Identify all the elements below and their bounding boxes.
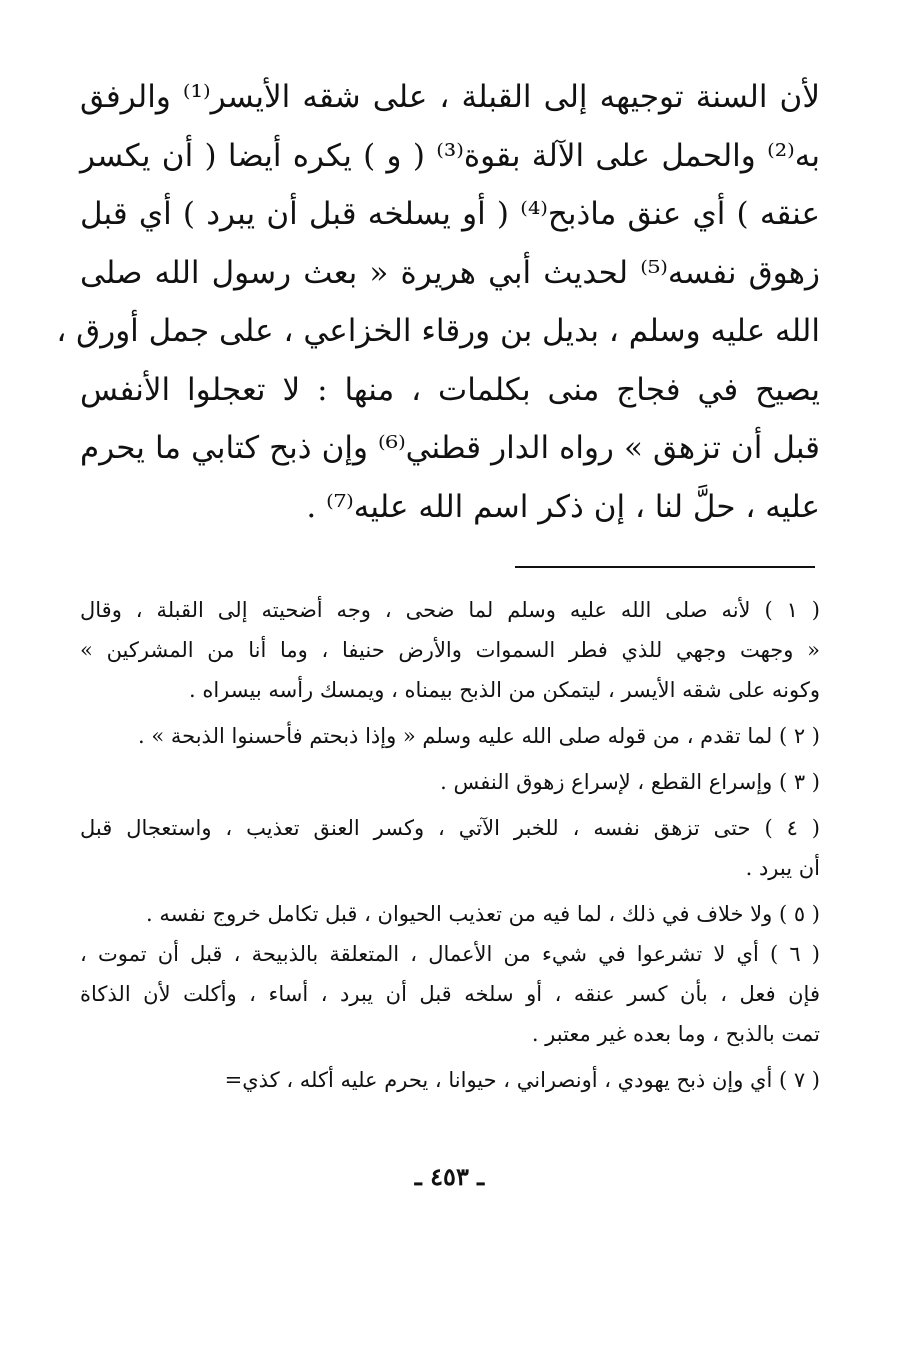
footnote-line: ( ٢ ) لما تقدم ، من قوله صلى الله عليه وسلم « وإذا ذبحتم فأحسنوا الذبحة » .: [138, 724, 820, 748]
footnote-4: [80, 808, 820, 888]
footnote-line: ( ٥ ) ولا خلاف في ذلك ، لما فيه من تعذيب الحيوان ، قبل تكامل خروج نفسه .: [146, 902, 820, 926]
footnote-line: ( ٦ ) أي لا تشرعوا في شيء من الأعمال ، المتعلقة بالذبيحة ، قبل أن تموت ،: [80, 942, 820, 966]
main-text-line: زهوق نفسه⁽⁵⁾ لحديث أبي هريرة « بعث رسول الله صلى: [80, 254, 820, 291]
main-text-line: الله عليه وسلم ، بديل بن ورقاء الخزاعي ، على جمل أورق ،: [56, 313, 820, 349]
footnote-line: فإن فعل ، بأن كسر عنقه ، أو سلخه قبل أن يبرد ، أساء ، وأكلت لأن الذكاة: [80, 982, 820, 1006]
main-text-line: قبل أن تزهق » رواه الدار قطني⁽⁶⁾ وإن ذبح كتابي ما يحرم: [80, 430, 820, 466]
footnote-5: [80, 894, 820, 934]
footnote-line: ( ٧ ) أي وإن ذبح يهودي ، أونصراني ، حيوانا ، يحرم عليه أكله ، كذي=: [224, 1068, 820, 1092]
footnote-line: ( ٤ ) حتى تزهق نفسه ، للخبر الآتي ، وكسر العنق تعذيب ، واستعجال قبل: [80, 816, 820, 840]
page-number: ـ ٤٥٣ ـ: [414, 1162, 485, 1191]
footnote-3: [80, 762, 820, 802]
footnote-line: وكونه على شقه الأيسر ، ليتمكن من الذبح بيمناه ، ويمسك رأسه بيسراه .: [188, 678, 820, 702]
footnote-6: [80, 934, 820, 1054]
main-text-line: به⁽²⁾ والحمل على الآلة بقوة⁽³⁾ ( و ) يكره أيضا ( أن يكسر: [80, 137, 820, 174]
main-text-line: عليه ، حلَّ لنا ، إن ذكر اسم الله عليه⁽⁷⁾ .: [306, 488, 820, 525]
footnote-7: [80, 1060, 820, 1100]
main-text-block: [56, 68, 820, 536]
footnote-line: أن يبرد .: [745, 856, 820, 880]
footnote-line: تمت بالذبح ، وما بعده غير معتبر .: [531, 1022, 820, 1046]
main-text-line: عنقه ) أي عنق ماذبح⁽⁴⁾ ( أو يسلخه قبل أن يبرد ) أي قبل: [80, 196, 820, 232]
main-text-line: يصيح في فجاج منى بكلمات ، منها : لا تعجلوا الأنفس: [80, 371, 820, 408]
footnote-line: ( ٣ ) وإسراع القطع ، لإسراع زهوق النفس .: [440, 770, 820, 794]
footnotes-block: [80, 590, 820, 1100]
footnote-line: ( ١ ) لأنه صلى الله عليه وسلم لما ضحى ، وجه أضحيته إلى القبلة ، وقال: [80, 598, 820, 622]
footnote-separator: [515, 566, 815, 568]
footnote-2: [80, 716, 820, 756]
footnote-line: « وجهت وجهي للذي فطر السموات والأرض حنيفا ، وما أنا من المشركين »: [80, 638, 820, 662]
main-text-line: لأن السنة توجيهه إلى القبلة ، على شقه الأيسر⁽¹⁾ والرفق: [80, 79, 820, 115]
footnote-1: [80, 590, 820, 710]
